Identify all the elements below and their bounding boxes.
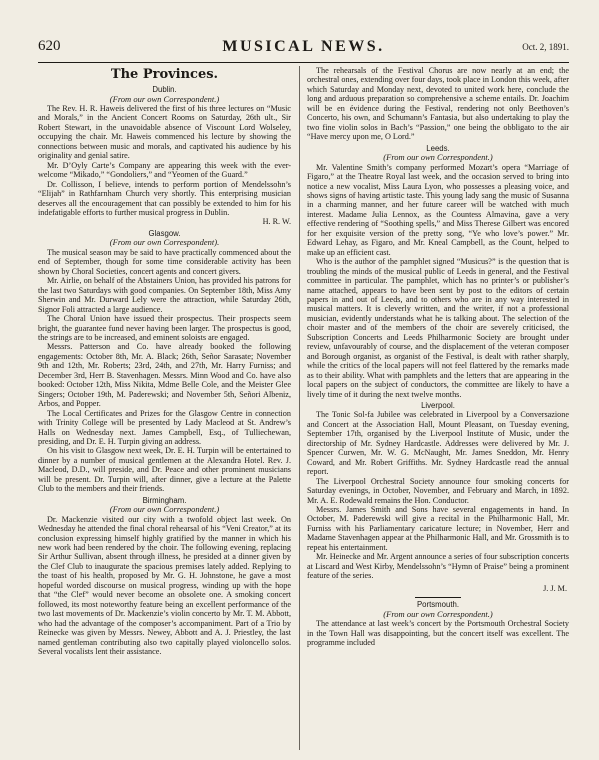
leeds-heading: Leeds. <box>426 143 450 153</box>
column-left <box>38 66 291 656</box>
liverpool-para-4: Mr. Heinecke and Mr. Argent announce a series of four subscription concerts at Liscard and West Kirby, Mendelssohn’s “Hymn of Praise” being a prominent feature of the series. <box>307 552 569 581</box>
section-title: The Provinces. <box>110 67 219 82</box>
dublin-para-2: Mr. D’Oyly Carte’s Company are appearing this week with the ever-welcome “Mikado,” “Gondoliers,” and “Yeomen of the Guard.” <box>38 160 291 180</box>
page-number: 620 <box>38 38 61 54</box>
masthead-title: MUSICAL NEWS. <box>222 38 385 55</box>
portsmouth-heading: Portsmouth. <box>416 600 460 610</box>
glasgow-correspondent: (From our own Correspondent). <box>109 237 220 248</box>
glasgow-para-5: The Local Certificates and Prizes for the Glasgow Centre in connection with Trinity College will be presented by Lady Macleod at St. Andrew’s Halls on Wednesday next. James Campbell, Esq., of Tulliechewan, presiding, and Dr. E. H. Turpin giving an address. <box>38 408 291 446</box>
birmingham-correspondent: (From our own Correspondent.) <box>109 504 220 515</box>
glasgow-para-4: Messrs. Patterson and Co. have already booked the following engagements: October 8th, Mr. A. Black; 26th, Señor Sarasate; November 9th and 12th, Mr. Roberts; 23rd, 24th, and 27th, Mr. Harry Furniss; and December 3rd, Herr B. Stavenhagen. Messrs. Minn Wood and Co. have also booked: October 12th, Miss Nikita, Mdme Belle Cole, and the Meister Glee Singers; October 19th, M. Paderewski; and November 5th, Señori Albeniz, Arbos, and Popper. <box>38 342 291 409</box>
glasgow-heading: Glasgow. <box>148 228 181 238</box>
dublin-para-1: The Rev. H. R. Haweis delivered the first of his three lectures on “Music and Morals,” in the Ancient Concert Rooms on Saturday, 26th ult., Sir Robert Stewart, in the unavoidable absence of Viscount Lord Wolseley, occupying the chair. Mr. Haweis commenced his lecture by showing the connections between music and morals, and captivated his audience by his originality and genial satire. <box>38 104 291 161</box>
dublin-correspondent: (From our own Correspondent.) <box>109 93 220 104</box>
glasgow-para-6: On his visit to Glasgow next week, Dr. E. H. Turpin will be entertained to dinner by a number of musical gentlemen at the Alexandra Hotel. Rev. J. Macleod, D.D., will preside, and Dr. Peace and other prominent musicians will be present. Dr. Turpin will, after dinner, give a lecture at the Palette Club to the members and their friends. <box>38 446 291 494</box>
liverpool-signature: J. J. M. <box>543 583 567 593</box>
liverpool-para-3: Messrs. James Smith and Sons have several engagements in hand. In October, M. Paderewski will give a recital in the Philharmonic Hall, Mr. Furniss with his Parliamentary caricature lecture; in November, Herr and Madame Stavenhagen appear at the Philharmonic Hall, and Mr. Grossmith is to repeat his entertainment. <box>307 504 569 552</box>
portsmouth-para-1: The attendance at last week’s concert by the Portsmouth Orchestral Society in the Town Hall was disappointing, but the concert itself was excellent. The programme included <box>307 619 569 647</box>
glasgow-para-1: The musical season may be said to have practically commenced about the end of September, though for some time considerable activity has been shown by Choral Societies, concert agents and concert givers. <box>38 247 291 276</box>
leeds-correspondent: (From our own Correspondent.) <box>383 152 493 163</box>
leeds-para-2: Who is the author of the pamphlet signed “Musicus?” is the question that is troubling the minds of the musical public of Leeds in general, and the Festival committee in particular. The pamphlet, which has no printer’s or publisher’s name attached, appears to have been sent by post to the editors of certain papers in and out of Leeds, and to others who are in any way interested in musical matters. It is cleverly written, and the writer, if not a professional musician, evidently understands what he is talking about. The selection of the choir master and of the members of the choir are severely criticised, the Subscription Concerts and Leeds Philharmonic Society are brought under review, unfavourably of course, and the displacement of the veteran composer and Borough organist, as organist of the Festival, is dealt with rather sharply, while the critics of the local papers will not feel flattered by the remarks made as to their ability. What with pamphlets and the letters that are appearing in the local papers on the subject of conductors, the committee are likely to have a lively time of it during the next twelve months. <box>307 257 569 399</box>
dublin-signature: H. R. W. <box>262 217 291 227</box>
leeds-para-1: Mr. Valentine Smith’s company performed Mozart’s opera “Marriage of Figaro,” at the Theatre Royal last week, and the occasion served to bring into notice a new vocalist, Miss Laura Lyon, who possesses a pleasing voice, and shows signs of having artistic taste. This young lady sang the music of Susanna in a charming manner, and her future career will be watched with much interest. Madame Julia Lennox, as the Countess Almavina, gave a very effective rendering of “Soothing spells,” and Miss Therese Gilbert was encored for her exquisite version of the pretty song, “Ye who love’s power.” Mr. Edward Lehay, as Figaro, and Mr. Kneal Campbell, as the Count, helped to make up an efficient cast. <box>307 162 569 257</box>
liverpool-para-1: The Tonic Sol-fa Jubilee was celebrated in Liverpool by a Conversazione and Concert at the Association Hall, Mount Pleasant, on Tuesday evening, September 17th, organised by the Liverpool Institute of Music, under the directorship of Mr. Sydney Hardcastle. Addresses were delivered by Mr. J. Spencer Curwen, Mr. W. G. McNaught, Mr. James Sneddon, Mr. Henry Coward, and Mr. Robert Griffiths. Mr. Sydney Hardcastle read the annual report. <box>307 410 569 477</box>
birmingham-continued: The rehearsals of the Festival Chorus are now nearly at an end; the orchestral ones, extending over four days, took place in London this week, after which Saturday and Monday next, devoted to united work here, conclude the long and arduous preparation so comprehensive a scheme entails. Dr. Joachim will be en évidence during the Festival, rendering not only Beethoven’s Concerto, his own, and Schumann’s Fantasia, but also undertaking to play the two fine violin solos in Bach’s “Passion,” one being the obbligato to the air “Have mercy upon me, O Lord.” <box>307 66 569 142</box>
dublin-para-3: Dr. Collisson, I believe, intends to perform portion of Mendelssohn’s “Elijah” in Rathfarnham Church very shortly. This enterprising musician deserves all the encouragement that can possibly be extended to him for his indefatigable efforts to further musical progress in Dublin. <box>38 179 291 217</box>
glasgow-para-3: The Choral Union have issued their prospectus. Their prospects seem bright, the guarantee fund never having been larger. The prospectus is good, the strings are to be increased, and eminent soloists are engaged. <box>38 314 291 342</box>
portsmouth-correspondent: (From our own Correspondent.) <box>383 608 493 619</box>
glasgow-para-2: Mr. Airlie, on behalf of the Abstainers Union, has provided his patrons for the last two Saturdays with good companies. On September 18th, Miss Amy Sherwin and Mr. Durward Lely were the attraction, while Saturday 26th, Signor Foli attracted a large audience. <box>38 276 291 314</box>
column-divider <box>299 66 300 750</box>
header-rule <box>38 62 569 63</box>
page-header <box>38 38 569 60</box>
liverpool-para-2: The Liverpool Orchestral Society announce four smoking concerts for Saturday evenings, in October, November, and February and March, in 1892. Mr. A. E. Rodewald remains the Hon. Conductor. <box>307 476 569 505</box>
birmingham-heading: Birmingham. <box>142 495 187 505</box>
issue-date: Oct. 2, 1891. <box>522 42 569 52</box>
section-rule <box>415 597 461 598</box>
birmingham-para-1: Dr. Mackenzie visited our city with a twofold object last week. On Wednesday he attended the final choral rehearsal of his “Veni Creator,” at its conclusion expressing himself highly gratified by the manner in which his new work had been rendered by the choir. The following evening, replacing Sir Arthur Sullivan, absent through illness, he presided at a dinner given by the Clef Club to inaugurate the spacious premises lately added. Replying to the toast of his health, proposed by Mr. G. H. Johnstone, he gave a most hopeful worded discourse on musical progress, winding up with the hope that “the Clef” would never become an obsolete one. A smoking concert followed, its most noteworthy feature being an excellent performance of the two last movements of Dr. Mackenzie’s violin concerto by Mr. T. M. Abbott, who had the advantage of the composer’s accompaniment. Part of a Trio by Reinecke was given by Messrs. Newey, Abbott and A. J. Priestley, the last named gentleman contributing also two capitally played violoncello solos. Several vocalists lent their assistance. <box>38 514 291 657</box>
liverpool-heading: Liverpool. <box>421 400 455 410</box>
dublin-heading: Dublin. <box>152 85 177 94</box>
column-right <box>307 66 569 647</box>
